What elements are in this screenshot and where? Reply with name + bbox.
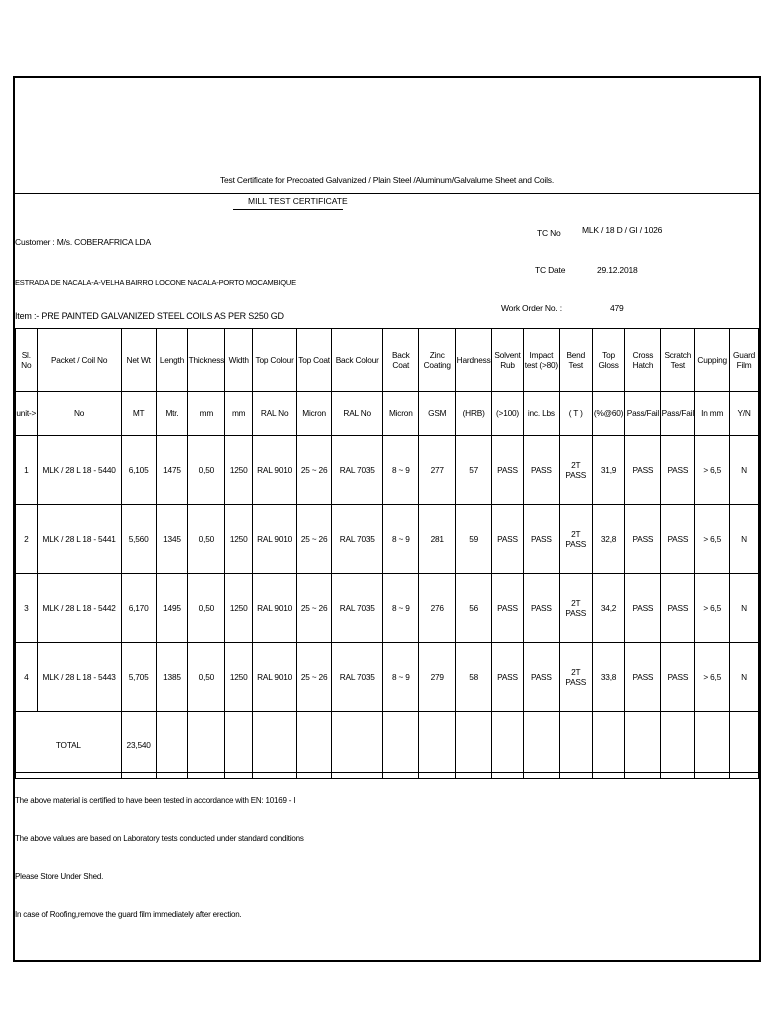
table-row-cell: 1250 xyxy=(225,574,253,643)
table-row-cell: MLK / 28 L 18 - 5440 xyxy=(37,436,121,505)
table-row-cell: N xyxy=(730,505,759,574)
table-row xyxy=(16,643,759,712)
table-row-cell: PASS xyxy=(492,505,524,574)
unit-row-cell: No xyxy=(37,392,121,436)
table-row-cell: 279 xyxy=(419,643,456,712)
unit-row-cell: unit-> xyxy=(16,392,38,436)
total-empty-cell xyxy=(253,712,297,779)
table-row-cell: PASS xyxy=(492,574,524,643)
table-row-cell: 6,105 xyxy=(121,436,156,505)
total-empty-cell xyxy=(225,712,253,779)
table-row-cell: 8 ~ 9 xyxy=(383,574,419,643)
table-row-cell: N xyxy=(730,574,759,643)
unit-row-cell: mm xyxy=(225,392,253,436)
note-line: Please Store Under Shed. xyxy=(15,872,104,881)
table-row-cell: 1385 xyxy=(156,643,188,712)
unit-row-cell: Y/N xyxy=(730,392,759,436)
tc-date-value: 29.12.2018 xyxy=(597,265,638,275)
table-row-cell: 57 xyxy=(456,436,492,505)
certificate-frame xyxy=(13,76,761,962)
table-row-cell: RAL 9010 xyxy=(253,505,297,574)
table-row-cell: 2T PASS xyxy=(559,436,592,505)
table-row-cell: 1250 xyxy=(225,643,253,712)
customer-name: Customer : M/s. COBERAFRICA LDA xyxy=(15,237,151,247)
table-row-cell: PASS xyxy=(523,436,559,505)
table-row-cell: 0,50 xyxy=(188,643,225,712)
table-row-cell: > 6,5 xyxy=(695,643,730,712)
header-row-cell: Sl. No xyxy=(16,329,38,392)
table-row-cell: > 6,5 xyxy=(695,436,730,505)
total-empty-cell xyxy=(695,712,730,779)
table-row-cell: RAL 7035 xyxy=(332,574,383,643)
table-row-cell: 2T PASS xyxy=(559,505,592,574)
table-row-cell: 2T PASS xyxy=(559,574,592,643)
table-row-cell: RAL 7035 xyxy=(332,436,383,505)
tc-date-label: TC Date xyxy=(535,265,566,275)
table-row-cell: PASS xyxy=(625,643,661,712)
table-row-cell: 8 ~ 9 xyxy=(383,505,419,574)
total-empty-cell xyxy=(297,712,332,779)
table-row-cell: 277 xyxy=(419,436,456,505)
table-row-cell: PASS xyxy=(625,574,661,643)
total-empty-cell xyxy=(383,712,419,779)
customer-address: ESTRADA DE NACALA-A-VELHA BAIRRO LOCONE NACALA-PORTO MOCAMBIQUE xyxy=(15,278,296,287)
table-row-cell: 1475 xyxy=(156,436,188,505)
table-row-cell: RAL 9010 xyxy=(253,436,297,505)
test-results-table xyxy=(15,328,759,779)
header-row-cell: Back Coat xyxy=(383,329,419,392)
header-row-cell: Packet / Coil No xyxy=(37,329,121,392)
unit-row-cell: MT xyxy=(121,392,156,436)
table-row-cell: 33,8 xyxy=(592,643,625,712)
table-row-cell: > 6,5 xyxy=(695,505,730,574)
table-row-cell: PASS xyxy=(625,436,661,505)
header-row xyxy=(16,329,759,392)
unit-row-cell: Micron xyxy=(383,392,419,436)
table-row-cell: 3 xyxy=(16,574,38,643)
table-row-cell: 8 ~ 9 xyxy=(383,436,419,505)
table-row-cell: PASS xyxy=(661,643,695,712)
total-empty-cell xyxy=(661,712,695,779)
certificate-subtitle: MILL TEST CERTIFICATE xyxy=(248,196,348,206)
unit-row-cell: (HRB) xyxy=(456,392,492,436)
table-row-cell: 5,560 xyxy=(121,505,156,574)
total-row xyxy=(16,712,759,779)
table-row-cell: RAL 9010 xyxy=(253,643,297,712)
table-row xyxy=(16,436,759,505)
table-row-cell: PASS xyxy=(661,574,695,643)
table-row-cell: 56 xyxy=(456,574,492,643)
total-empty-cell xyxy=(419,712,456,779)
header-row-cell: Guard Film xyxy=(730,329,759,392)
table-row-cell: MLK / 28 L 18 - 5443 xyxy=(37,643,121,712)
header-row-cell: Cupping xyxy=(695,329,730,392)
unit-row-cell: In mm xyxy=(695,392,730,436)
header-row-cell: Hardness xyxy=(456,329,492,392)
tc-no-label: TC No xyxy=(537,228,561,238)
unit-row-cell: GSM xyxy=(419,392,456,436)
title-divider xyxy=(15,193,759,194)
table-row-cell: 8 ~ 9 xyxy=(383,643,419,712)
table-row-cell: 0,50 xyxy=(188,574,225,643)
table-row-cell: 1495 xyxy=(156,574,188,643)
table-row-cell: PASS xyxy=(523,574,559,643)
unit-row-cell: inc. Lbs xyxy=(523,392,559,436)
note-line: The above material is certified to have been tested in accordance with EN: 10169 - I xyxy=(15,796,296,805)
table-row-cell: N xyxy=(730,643,759,712)
table-row-cell: > 6,5 xyxy=(695,574,730,643)
table-row-cell: PASS xyxy=(661,436,695,505)
table-row-cell: 5,705 xyxy=(121,643,156,712)
header-row-cell: Thickness xyxy=(188,329,225,392)
unit-row-cell: Pass/Fail xyxy=(661,392,695,436)
item-description: Item :- PRE PAINTED GALVANIZED STEEL COILS AS PER S250 GD xyxy=(15,311,284,321)
table-row-cell: 1 xyxy=(16,436,38,505)
table-row-cell: 25 ~ 26 xyxy=(297,643,332,712)
header-row-cell: Zinc Coating xyxy=(419,329,456,392)
header-row-cell: Top Coat xyxy=(297,329,332,392)
header-row-cell: Net Wt xyxy=(121,329,156,392)
table-row-cell: PASS xyxy=(523,643,559,712)
table-row-cell: PASS xyxy=(523,505,559,574)
table-row-cell: 2 xyxy=(16,505,38,574)
unit-row-cell: mm xyxy=(188,392,225,436)
table-row-cell: 276 xyxy=(419,574,456,643)
table-row-cell: 6,170 xyxy=(121,574,156,643)
header-row-cell: Bend Test xyxy=(559,329,592,392)
table-row-cell: 1345 xyxy=(156,505,188,574)
total-empty-cell xyxy=(188,712,225,779)
table-row-cell: 1250 xyxy=(225,436,253,505)
unit-row-cell: Mtr. xyxy=(156,392,188,436)
unit-row-cell: RAL No xyxy=(332,392,383,436)
header-row-cell: Scratch Test xyxy=(661,329,695,392)
table-row-cell: 4 xyxy=(16,643,38,712)
unit-row-cell: (%@60) xyxy=(592,392,625,436)
table-row-cell: PASS xyxy=(492,436,524,505)
header-row-cell: Impact test (>80) xyxy=(523,329,559,392)
total-empty-cell xyxy=(492,712,524,779)
header-row-cell: Solvent Rub xyxy=(492,329,524,392)
table-row-cell: 0,50 xyxy=(188,436,225,505)
header-row-cell: Top Colour xyxy=(253,329,297,392)
total-empty-cell xyxy=(523,712,559,779)
table-row xyxy=(16,505,759,574)
table-row-cell: 31,9 xyxy=(592,436,625,505)
table-row-cell: 34,2 xyxy=(592,574,625,643)
table-row-cell: 58 xyxy=(456,643,492,712)
total-empty-cell xyxy=(592,712,625,779)
table-row-cell: RAL 7035 xyxy=(332,643,383,712)
subtitle-underline xyxy=(233,209,343,210)
table-row-cell: MLK / 28 L 18 - 5441 xyxy=(37,505,121,574)
table-row-cell: PASS xyxy=(625,505,661,574)
certificate-title: Test Certificate for Precoated Galvanized / Plain Steel /Aluminum/Galvalume Sheet and Coils. xyxy=(219,175,555,185)
notes-divider xyxy=(15,772,759,773)
total-empty-cell xyxy=(730,712,759,779)
work-order-value: 479 xyxy=(610,303,624,313)
total-empty-cell xyxy=(559,712,592,779)
total-empty-cell xyxy=(156,712,188,779)
table-row-cell: 1250 xyxy=(225,505,253,574)
header-row-cell: Top Gloss xyxy=(592,329,625,392)
table-row-cell: PASS xyxy=(661,505,695,574)
unit-row-cell: (>100) xyxy=(492,392,524,436)
header-row-cell: Back Colour xyxy=(332,329,383,392)
note-line: In case of Roofing,remove the guard film immediately after erection. xyxy=(15,910,242,919)
header-row-cell: Cross Hatch xyxy=(625,329,661,392)
total-value: 23,540 xyxy=(121,712,156,779)
unit-row-cell: ( T ) xyxy=(559,392,592,436)
total-empty-cell xyxy=(332,712,383,779)
tc-no-value: MLK / 18 D / GI / 1026 xyxy=(582,225,663,235)
table-row-cell: 25 ~ 26 xyxy=(297,436,332,505)
unit-row xyxy=(16,392,759,436)
work-order-label: Work Order No. : xyxy=(501,303,562,313)
table-row-cell: 25 ~ 26 xyxy=(297,574,332,643)
table-row-cell: MLK / 28 L 18 - 5442 xyxy=(37,574,121,643)
table-row-cell: 0,50 xyxy=(188,505,225,574)
header-row-cell: Width xyxy=(225,329,253,392)
table-row-cell: 25 ~ 26 xyxy=(297,505,332,574)
table-row xyxy=(16,574,759,643)
total-empty-cell xyxy=(625,712,661,779)
table-row-cell: PASS xyxy=(492,643,524,712)
unit-row-cell: Pass/Fail xyxy=(625,392,661,436)
table-row-cell: 2T PASS xyxy=(559,643,592,712)
table-row-cell: 281 xyxy=(419,505,456,574)
unit-row-cell: Micron xyxy=(297,392,332,436)
table-row-cell: RAL 7035 xyxy=(332,505,383,574)
table-row-cell: 32,8 xyxy=(592,505,625,574)
table-row-cell: N xyxy=(730,436,759,505)
table-row-cell: RAL 9010 xyxy=(253,574,297,643)
header-row-cell: Length xyxy=(156,329,188,392)
unit-row-cell: RAL No xyxy=(253,392,297,436)
table-row-cell: 59 xyxy=(456,505,492,574)
note-line: The above values are based on Laboratory tests conducted under standard conditions xyxy=(15,834,304,843)
total-label: TOTAL xyxy=(16,712,122,779)
total-empty-cell xyxy=(456,712,492,779)
